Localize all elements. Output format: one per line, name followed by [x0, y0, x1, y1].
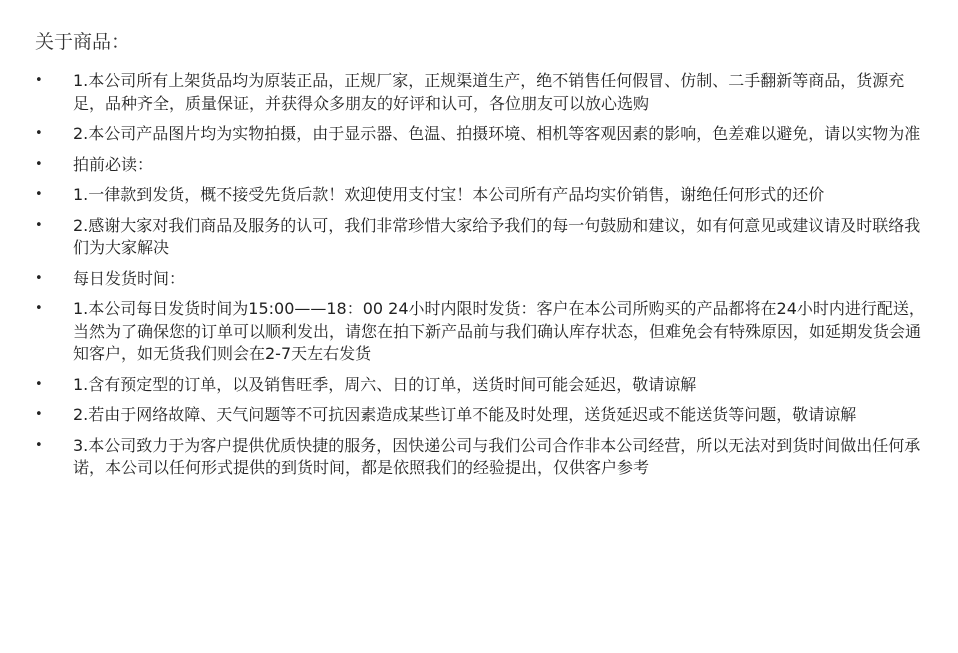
list-item	[35, 404, 927, 427]
bullet-icon: •	[35, 437, 43, 453]
list-item-text: 1.含有预定型的订单，以及销售旺季，周六、日的订单，送货时间可能会延迟，敬请谅解	[73, 374, 697, 394]
bullet-icon: •	[35, 270, 43, 286]
list-item	[35, 268, 927, 291]
section-heading: 拍前必读：	[73, 154, 154, 174]
bullet-icon: •	[35, 217, 43, 233]
list-item-text: 1.一律款到发货，概不接受先货后款！欢迎使用支付宝！本公司所有产品均实价销售，谢绝任何形式的还价	[73, 185, 825, 204]
list-item-text: 3.本公司致力于为客户提供优质快捷的服务，因快递公司与我们公司合作非本公司经营，所以无法对到货时间做出任何承诺，本公司以任何形式提供的到货时间，都是依照我们的经验提出，仅供客户参考	[73, 435, 921, 477]
list-item	[35, 70, 927, 115]
bullet-icon: •	[35, 126, 43, 141]
list-item-text: 2.本公司产品图片均为实物拍摄，由于显示器、色温、拍摄环境、相机等客观因素的影响，色差难以避免，请以实物为准	[73, 124, 921, 143]
list-item	[35, 435, 927, 480]
bullet-icon: •	[35, 376, 43, 392]
list-item	[35, 123, 927, 146]
list-item	[35, 154, 927, 177]
list-item	[35, 374, 927, 397]
list-item-text: 2.感谢大家对我们商品及服务的认可，我们非常珍惜大家给予我们的每一句鼓励和建议，如有何意见或建议请及时联络我们为大家解决	[73, 215, 921, 257]
list-item-text: 1.本公司每日发货时间为15:00——18：00 24小时内限时发货：客户在本公司所购买的产品都将在24小时内进行配送，当然为了确保您的订单可以顺利发出，请您在拍下新产品前与我们确认库存状态，但难免会有特殊原因，如延期发货会通知客户，如无货我们则会在2-7天左右发货	[73, 299, 925, 363]
list-item-text: 2.若由于网络故障、天气问题等不可抗因素造成某些订单不能及时处理，送货延迟或不能送货等问题，敬请谅解	[73, 405, 857, 424]
list-item	[35, 298, 927, 366]
list-item-text: 1.本公司所有上架货品均为原装正品，正规厂家，正规渠道生产，绝不销售任何假冒、仿制、二手翻新等商品，货源充足，品种齐全，质量保证，并获得众多朋友的好评和认可，各位朋友可以放心选购	[73, 71, 905, 113]
bullet-icon: •	[35, 301, 43, 316]
list-item	[35, 184, 927, 207]
notice-list	[35, 70, 958, 480]
bullet-icon: •	[35, 73, 43, 88]
page-title: 关于商品：	[35, 31, 131, 53]
bullet-icon: •	[35, 156, 43, 172]
bullet-icon: •	[35, 407, 43, 422]
bullet-icon: •	[35, 187, 43, 202]
list-item	[35, 215, 927, 260]
section-heading: 每日发货时间：	[73, 268, 186, 288]
